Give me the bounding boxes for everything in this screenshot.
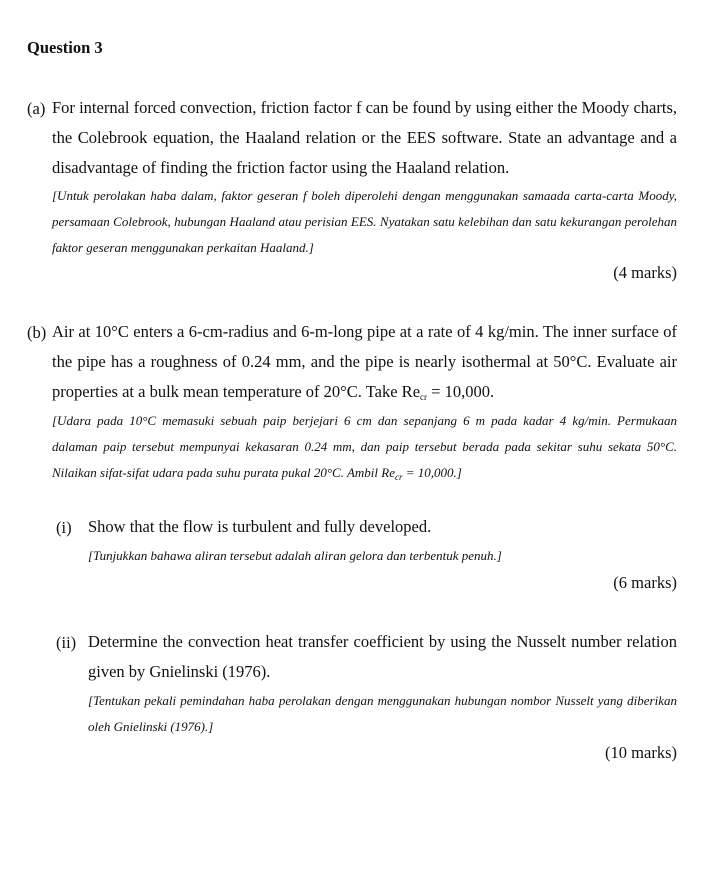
- part-b-ii-marks: (10 marks): [605, 743, 677, 762]
- part-b-malay-main: [Udara pada 10°C memasuki sebuah paip berjejari 6 cm dan sepanjang 6 m pada kadar 4 kg/min. Permukaan dalaman paip tersebut mempunyai kekasaran 0.24 mm, dan paip tersebut berada pada sekitar suhu sekata 50°C. Nilaikan sifat-sifat udara pada suhu purata pukal 20°C. Ambil Re: [52, 413, 677, 480]
- part-a-english-text: For internal forced convection, friction factor f can be found by using either the Moody charts, the Colebrook equation, the Haaland relation or the EES software. State an advantage and a disadvantage of finding the friction factor using the Haaland relation.: [52, 98, 677, 177]
- part-a-label: (a): [27, 99, 46, 118]
- part-b-i-english-text: Show that the flow is turbulent and fully developed.: [88, 517, 432, 536]
- part-a-marks: (4 marks): [613, 263, 677, 282]
- re-cr-subscript: cr: [420, 392, 428, 402]
- part-b-i-malay-text: [Tunjukkan bahawa aliran tersebut adalah aliran gelora dan terbentuk penuh.]: [88, 548, 502, 563]
- part-b-label: (b): [27, 323, 47, 342]
- part-a-malay-text: [Untuk perolakan haba dalam, faktor geseran f boleh diperolehi dengan menggunakan samaada carta-carta Moody, persamaan Colebrook, hubungan Haaland atau perisian EES. Nyatakan satu kelebihan dan satu kekurangan perolehan faktor geseran menggunakan perkaitan Haaland.]: [52, 188, 677, 255]
- part-b-ii-english-text: Determine the convection heat transfer coefficient by using the Nusselt number relation given by Gnielinski (1976).: [88, 632, 677, 681]
- part-b-english-main: Air at 10°C enters a 6-cm-radius and 6-m-long pipe at a rate of 4 kg/min. The inner surface of the pipe has a roughness of 0.24 mm, and the pipe is nearly isothermal at 50°C. Evaluate air properties at a bulk mean temperature of 20°C. Take Re: [52, 322, 677, 401]
- part-b-english-tail: = 10,000.: [427, 382, 495, 401]
- part-b-i-label: (i): [56, 518, 72, 537]
- part-b-ii-label: (ii): [56, 633, 77, 652]
- part-b-ii-malay-text: [Tentukan pekali pemindahan haba perolakan dengan menggunakan hubungan nombor Nusselt yang diberikan oleh Gnielinski (1976).]: [88, 693, 677, 734]
- re-cr-subscript-malay: cr: [394, 472, 403, 482]
- part-b-english-text: [52, 317, 677, 407]
- part-b-malay-text: [52, 408, 677, 486]
- part-b-malay-tail: = 10,000.]: [402, 465, 462, 480]
- part-b-i-marks: (6 marks): [613, 573, 677, 592]
- question-title: Question 3: [27, 38, 103, 57]
